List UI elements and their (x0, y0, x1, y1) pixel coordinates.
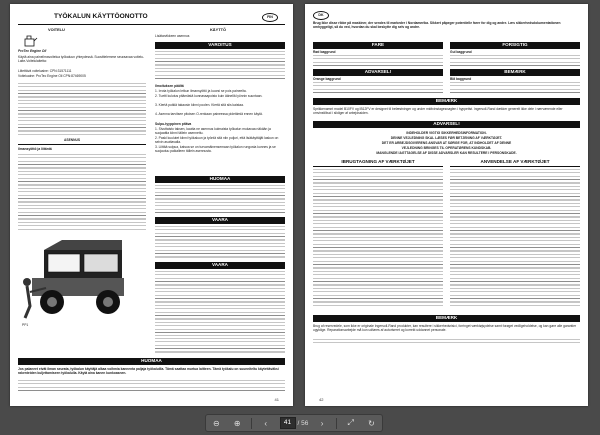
fit-page-icon[interactable]: ⤢ (347, 418, 354, 427)
page-indicator (280, 417, 309, 429)
asennus-subheading: Ilmansyöttö ja liitäntä (18, 147, 52, 151)
step2-1: 1. Sivuttaisto taksen, kautta ne asennus kulmaista työkalun mukavaa näkään ja suojaattia kiinni tällein asennettu. (155, 127, 271, 136)
notice-box-title: BEMÆRK (450, 69, 580, 76)
step-3: 3. Kiertä putkiä takaosin kiinni poolen. Kiertä sitä siis kaistaa. (155, 103, 244, 107)
intro-text: Brug ikke disse ribbe på maskiner, der sendes til markeder i Nordamerika. Sikkert påpeger potentielle farer for dig og andre. Læs sikkerhedsdokumentationen omhyggeligt, så du ved, hvordan du skal beskytte dig selv og andre. (313, 21, 561, 30)
caution-box-title: FORSIGTIG (450, 42, 580, 49)
warning-bar-wide: ADVARSEL! (313, 121, 580, 128)
danger-box-title: FARE (313, 42, 443, 49)
step2-3: 3. Liittää sulpua, katsoa se on turvamäinensemaan työkalun rungosta kunnes ja se suojautuu paikalleen tällein asennusta. (155, 145, 276, 154)
page-title: TYÖKALUN KÄYTTÖONOTTO (54, 13, 148, 20)
safety-line-3: DET ER ARBEJDSGIVERENS ANSVAR AT SØRGE FOR, AT INDHOLDET AF DENNE (381, 141, 512, 145)
step-2: 2. Tuetti kulutus pitämästä kunnassapoisto kuin äänellä lyönnin suuntaan. (155, 94, 263, 98)
truck-worker-illustration (22, 236, 147, 324)
warning-bar: VAROITUS (155, 42, 285, 49)
lubrication-intro: Käytä aina paineilmavoitelua työkaluun yhteydessä. Suosittelemme seuraavaa voitelu-Laite-Voitelulaitetta: (18, 55, 145, 64)
zoom-in-icon[interactable]: ⊕ (233, 418, 241, 428)
notice-bar: BEMÆRK (313, 98, 580, 105)
col1-heading: IBRUGTAGNING AF VÆRKTØJET (341, 159, 415, 164)
language-badge: FIN (262, 13, 278, 22)
notice-bar-2: BEMÆRK (313, 315, 580, 322)
rotate-icon[interactable]: ↻ (368, 418, 375, 428)
total-pages: / 56 (297, 419, 309, 427)
lubricator-line-1: Liitettävä voiteluaine: CPN:31571111 (18, 69, 72, 73)
bottom-note: Jos palaneet eivät ilman seurata, työkalun käyttäjä alkaa voihmia kannenta paljaja työkaluilla. Tämä saattaa murtua laitteen. Tämä työkalu on suunniteltu käytettäväksi rakenteiden kuljettamiseen työkalulla. Käytä aina kanen kunkoasnen. (18, 367, 279, 376)
col2-heading: ANVENDELSE AF VÆRKTØJET (480, 159, 550, 164)
figure-label: PP1 (22, 323, 29, 327)
page-number-left: 41 (274, 397, 279, 402)
lubrication-heading: VOITELU (48, 27, 65, 32)
safety-line-1: INDEHOLDER VIGTIG SIKKERHEDSINFORMATION. (406, 131, 487, 135)
steps2-heading: Sulpu-tyyppinen pitäva (155, 122, 192, 126)
notice-box-sub: Blå baggrund (450, 77, 472, 81)
previous-page-icon[interactable]: ‹ (264, 418, 268, 428)
note-bar-wide: HUOMAA (18, 358, 285, 365)
note-bar: HUOMAA (155, 176, 285, 183)
warning-box-title: ADVARSEL! (313, 69, 443, 76)
caution-box-sub: Gul baggrund (450, 50, 472, 54)
danger-bar-2: VAARA (155, 262, 285, 269)
usage-heading: KÄYTTÖ (210, 27, 226, 32)
logo-caption: ProTec Engine Oil (18, 49, 47, 53)
pdf-toolbar (205, 414, 383, 432)
warning-box-sub: Orange baggrund (313, 77, 341, 81)
asennus-heading: ASENNUS (64, 138, 81, 142)
safety-line-5: MANGLENDE IAGTTAGELSE AF DISSE ADVARSLER KAN RESULTERE I PERSONSKADE. (376, 151, 517, 155)
safety-line-4: VEJLEDNING BRINGES TIL OPERATØRENS KUNDSKAB. (401, 146, 492, 150)
page-number-right: 42 (319, 397, 324, 402)
zoom-out-icon[interactable]: ⊖ (213, 418, 220, 428)
safety-line-2: DENNE VEJLEDNING SKAL LÆSES FØR BETJENING AF VÆRKTØJET. (390, 136, 503, 140)
next-page-icon[interactable]: › (320, 418, 324, 428)
accessory-install-heading: Lisätarvikkeen asennus (155, 34, 190, 38)
document-page-left (10, 4, 293, 406)
oil-can-icon (22, 34, 38, 48)
danger-box-sub: Rød baggrund (313, 50, 336, 54)
lubricator-line-2: Voiteluaine: ProTec Engine Oil CPN:87469005 (18, 74, 86, 78)
document-page-right (305, 4, 588, 406)
page-number-input[interactable]: 41 (280, 417, 296, 429)
step-1: 1. Irrota työkalun letkun ilmansyöttö ja kuorsi se pois paineelta. (155, 89, 247, 93)
language-badge-dk: DK (313, 11, 329, 20)
instructions-heading: Ilmoituksen päältä (155, 84, 184, 88)
danger-bar-1: VAARA (155, 217, 285, 224)
step-4: 4. Asenna tarvitsee pitoisen O-renkaan paineessa pidetämiä ennen käytä. (155, 112, 263, 116)
spare-parts-text: Sprikkenamnt model B10FV og IB12FV er designet til befæstninger og under midtvinstagesnøglen i hyppetist. Ingersoll-Rand dækker generelt ikke dele i nærværende eller omvinstilbud i slidiger af arbejdssiden. (313, 107, 563, 116)
step2-2: 2. Paski kuulutet kiinni työkaluun ja työntä sitä niin puljuri, että lisäkäyttäjät laskun on selvin asuttavalla. (155, 136, 279, 145)
bottom-text: Brug af reservedele, som ikke er originale Ingersoll-Rand produkter, kan resultere i sikkerhedsrisici, forringet værktøjsydelse samt forøget vedligeholdelse, og kan gøre alle garantier ugyldige. Reparationsarbejde må kun udføres af autoriseret og korrekt uddannet personale. (313, 324, 577, 333)
